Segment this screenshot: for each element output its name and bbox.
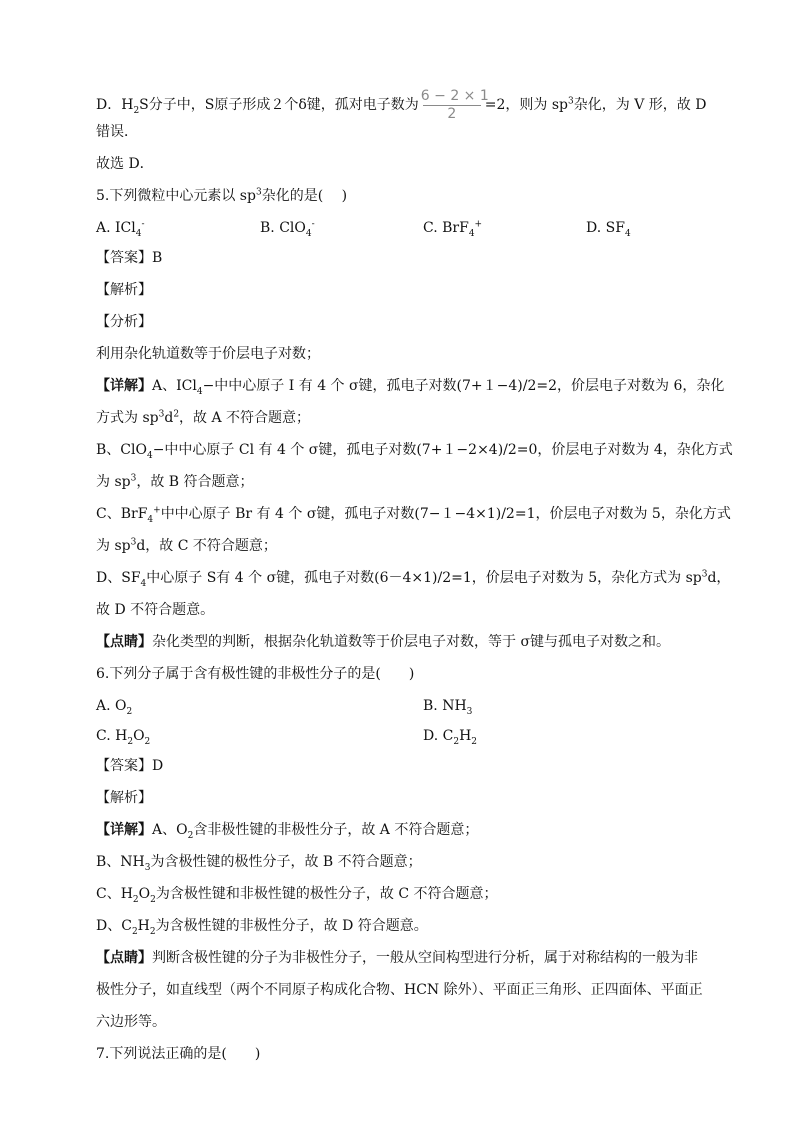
text-segment: d，	[707, 570, 731, 586]
q6-option-a	[96, 696, 132, 716]
text-segment: 3	[701, 569, 708, 580]
q6-answer	[96, 756, 700, 776]
text-segment: 【答案】B	[96, 250, 163, 266]
text-segment: D、C	[96, 918, 132, 934]
q6-detail-b	[96, 852, 700, 872]
fraction-image	[420, 88, 489, 122]
text-segment: C. BrF	[423, 220, 469, 236]
text-segment: 为含极性键的极性分子，故 B 不符合题意；	[150, 854, 422, 870]
text-segment: ，故 A 不符合题意；	[179, 410, 311, 426]
superscript: 3	[255, 187, 262, 198]
text-segment: 4	[146, 450, 153, 461]
text-segment: 4	[147, 514, 154, 525]
q5-detail-c	[96, 504, 731, 525]
text-segment: 【解析】	[96, 790, 152, 806]
fraction-denominator: 2	[447, 106, 457, 122]
q6-detail-c	[96, 884, 700, 904]
q6-options-row2	[96, 726, 700, 746]
text-segment: D. C	[423, 728, 454, 744]
text-segment: B、ClO	[96, 442, 147, 458]
text-segment: 3	[466, 706, 473, 717]
text-segment: 方式为 sp	[96, 410, 159, 426]
text-segment: C、BrF	[96, 506, 148, 522]
q5-note	[96, 632, 700, 652]
text: D．H	[96, 97, 134, 113]
text-segment: 2	[187, 830, 194, 841]
text-segment: ，故 B 符合题意；	[136, 474, 254, 490]
text-segment: d，故 C 不符合题意；	[136, 538, 277, 554]
subscript: 2	[133, 105, 140, 116]
text-segment: D. SF	[586, 220, 625, 236]
text-segment: 为 sp	[96, 474, 131, 490]
text-segment: 杂化类型的判断，根据杂化轨道数等于价层电子对数，等于 σ键与孤电子对数之和。	[152, 634, 671, 650]
q5-detail-b-cont	[96, 472, 700, 492]
q6-analysis-heading	[96, 788, 700, 808]
text-segment: 2	[173, 409, 180, 420]
q4-option-d-explanation-cont	[96, 122, 700, 142]
text-segment: 【详解】	[96, 378, 152, 394]
text-segment: 3	[130, 473, 137, 484]
q4-conclusion	[96, 154, 700, 174]
text-segment: 故 D 不符合题意。	[96, 602, 215, 618]
q6-note-cont1	[96, 980, 703, 1000]
text-segment: O	[138, 886, 151, 902]
text-segment: 4	[140, 578, 147, 589]
q5-detail-d	[96, 568, 731, 589]
q5-fenxi-heading	[96, 312, 700, 332]
q6-option-b	[423, 696, 472, 716]
q6-option-d	[423, 726, 477, 746]
text-segment: 含非极性键的非极性分子，故 A 不符合题意；	[193, 822, 479, 838]
text-segment: 2	[131, 926, 138, 937]
text-segment: 为含极性键的非极性分子，故 D 符合题意。	[155, 918, 428, 934]
text-segment: -	[311, 219, 315, 230]
text-segment: 7.下列说法正确的是( )	[96, 1046, 261, 1062]
text: S分子中，S原子形成２个δ键，孤对电子数为	[139, 97, 419, 113]
text-segment: H	[459, 728, 472, 744]
text: 5.下列微粒中心元素以 sp	[96, 188, 256, 204]
text-segment: B. ClO	[260, 220, 306, 236]
q5-stem	[96, 186, 700, 206]
q6-note	[96, 948, 700, 968]
q5-detail-d-cont	[96, 600, 700, 620]
text-segment: 【点睛】	[96, 634, 152, 650]
q5-options	[96, 218, 700, 238]
text-segment: 6.下列分子属于含有极性键的非极性分子的是( )	[96, 666, 415, 682]
q6-options-row1	[96, 696, 700, 716]
text-segment: 3	[144, 862, 151, 873]
text-segment: 4	[468, 228, 475, 239]
text-segment: 中中心原子 Br 有 4 个 σ键，孤电子对数(7−１−4×1)/2=1，价层电子对数为 5，杂化方式	[160, 506, 731, 522]
q6-detail-d	[96, 916, 700, 936]
text-segment: 2	[471, 736, 478, 747]
fraction-numerator: 6 − 2 × 1	[420, 88, 489, 104]
text-segment: 4	[305, 228, 312, 239]
text-segment: A. O	[96, 698, 127, 714]
text-segment: d	[164, 410, 174, 426]
text-segment: 4	[196, 386, 203, 397]
text-segment: 判断含极性键的分子为非极性分子，一般从空间构型进行分析，属于对称结构的一般为非	[152, 950, 698, 966]
text: 杂化，为 V 形，故 D	[573, 97, 707, 113]
text-segment: 中心原子 S有 4 个 σ键，孤电子对数(6－4×1)/2=1，价层电子对数为 5，杂化方式为 sp	[146, 570, 702, 586]
q5-detail-a-cont	[96, 408, 700, 428]
q6-note-cont2	[96, 1012, 700, 1032]
text-segment: 利用杂化轨道数等于价层电子对数；	[96, 346, 320, 362]
q6-stem	[96, 664, 700, 684]
text-segment: 为 sp	[96, 538, 131, 554]
q5-analysis-heading	[96, 280, 700, 300]
q5-option-a	[96, 218, 145, 238]
text-segment: A、O	[152, 822, 188, 838]
text-segment: 4	[135, 228, 142, 239]
text-segment: B、NH	[96, 854, 145, 870]
text-segment: O	[133, 728, 145, 744]
text-segment: 2	[127, 736, 134, 747]
text-segment: H	[137, 918, 150, 934]
text-segment: B. NH	[423, 698, 467, 714]
text: 杂化的是( )	[261, 188, 348, 204]
text-segment: −中中心原子 I 有 4 个 σ键，孤电子对数(7+１−4)/2=2，价层电子对数为 6，杂化	[202, 378, 725, 394]
text-segment: 3	[158, 409, 165, 420]
q5-detail-b	[96, 440, 733, 461]
text-segment: 【点睛】	[96, 950, 152, 966]
text-segment: +	[474, 219, 483, 230]
q4-option-d-explanation	[96, 88, 707, 122]
q5-option-d	[586, 218, 631, 238]
text-segment: −中中心原子 Cl 有 4 个 σ键，孤电子对数(7+１−2×4)/2=0，价层电子对数为 4，杂化方式	[152, 442, 733, 458]
q5-answer	[96, 248, 700, 268]
text-segment: 2	[126, 706, 133, 717]
text-segment: 2	[149, 926, 156, 937]
text-segment: 【解析】	[96, 282, 152, 298]
text-segment: 为含极性键和非极性键的极性分子，故 C 不符合题意；	[155, 886, 498, 902]
q5-detail-c-cont	[96, 536, 700, 556]
text-segment: 【详解】	[96, 822, 152, 838]
text-segment: A、ICl	[152, 378, 197, 394]
text: 错误．	[96, 124, 138, 140]
text-segment: 2	[150, 894, 156, 905]
text-segment: +	[153, 505, 161, 516]
text-segment: 【分析】	[96, 314, 152, 330]
q7-stem	[96, 1044, 700, 1064]
text-segment: 2	[132, 894, 139, 905]
q5-option-b	[260, 218, 315, 238]
text-segment: -	[141, 219, 145, 230]
q6-option-c	[96, 726, 150, 746]
text-segment: C、H	[96, 886, 133, 902]
text-segment: 3	[130, 537, 137, 548]
text: =2，则为 sp	[484, 97, 569, 113]
text-segment: C. H	[96, 728, 128, 744]
text-segment: 【答案】D	[96, 758, 164, 774]
text-segment: D、SF	[96, 570, 141, 586]
text-segment: A. ICl	[96, 220, 136, 236]
text-segment: 2	[144, 736, 151, 747]
q6-detail-a	[96, 820, 700, 840]
text: 故选 D．	[96, 156, 154, 172]
q5-detail-a	[96, 376, 725, 397]
text-segment: 4	[624, 228, 631, 239]
superscript: 3	[568, 96, 574, 107]
text-segment: 六边形等。	[96, 1014, 166, 1030]
q5-option-c	[423, 218, 482, 238]
text-segment: 极性分子，如直线型（两个不同原子构成化合物、HCN 除外）、平面正三角形、正四面体、平面正	[96, 982, 703, 998]
text-segment: 2	[453, 736, 460, 747]
q5-rule	[96, 344, 700, 364]
